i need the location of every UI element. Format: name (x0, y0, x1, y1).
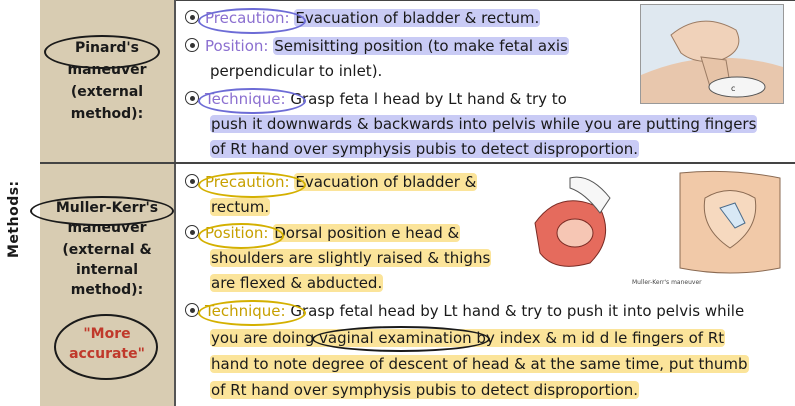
pinard-name-line: Pinard's (74, 40, 140, 56)
position-text: Semisitting position (to make fetal axis (274, 37, 568, 55)
muller-name-line: (external & (62, 242, 152, 258)
position-text: Dorsal position e head & (274, 224, 460, 242)
pinard-figure (640, 4, 784, 104)
bullet-icon (185, 174, 199, 188)
hand-drawn-oval (312, 326, 490, 352)
pinard-position-cont: perpendicular to inlet). (210, 62, 383, 80)
position-label: Position: (205, 224, 269, 242)
bullet-icon (185, 225, 199, 239)
note-line: accurate" (69, 346, 145, 362)
muller-technique-cont: hand to note degree of descent of head & at the same time, put thumb (211, 355, 748, 373)
pinard-technique-cont: push it downwards & backwards into pelvis while you are putting fingers (211, 115, 757, 133)
position-label: Position: (205, 37, 269, 55)
muller-name-line: maneuver (67, 220, 147, 236)
pinard-name-cell (40, 0, 176, 164)
blue-oval (198, 88, 306, 114)
muller-position-cont: shoulders are slightly raised & thighs (211, 249, 491, 267)
pinard-technique-cont: of Rt hand over symphysis pubis to detect disproportion. (211, 140, 639, 158)
figure-caption: Muller-Kerr's maneuver (632, 279, 702, 286)
pinard-position (185, 36, 569, 56)
yellow-oval (198, 172, 306, 198)
muller-figure (530, 168, 785, 288)
yellow-oval (198, 223, 284, 249)
svg-text:c: c (731, 84, 736, 93)
muller-position-cont: are flexed & abducted. (211, 274, 383, 292)
bullet-icon (185, 10, 199, 24)
bullet-icon (185, 38, 199, 52)
pinard-name-line: method): (70, 106, 144, 122)
yellow-oval (198, 300, 306, 326)
note-line: "More (83, 326, 131, 342)
blue-oval (198, 8, 306, 34)
muller-name-line: internal (75, 262, 139, 278)
row-divider (174, 162, 795, 164)
technique-text: Grasp fetal head by Lt hand & try to push it into pelvis while (290, 302, 745, 320)
pinard-name-line: maneuver (67, 62, 147, 78)
pinard-name-line: (external (70, 84, 144, 100)
muller-name-line: Muller-Kerr's (55, 200, 159, 216)
muller-name-cell (40, 164, 176, 406)
methods-label: Methods: (6, 180, 22, 258)
pinard-illustration (641, 5, 783, 103)
precaution-label: Precaution: (205, 173, 290, 191)
muller-technique-cont: of Rt hand over symphysis pubis to detect disproportion. (211, 381, 639, 399)
precaution-text: Evacuation of bladder & rectum. (295, 9, 540, 27)
bullet-icon (185, 303, 199, 317)
technique-label: Technique: (205, 90, 286, 108)
technique-text: Grasp feta l head by Lt hand & try to (290, 90, 567, 108)
muller-technique-cont: you are doing vaginal examination by index & m id d le fingers of Rt (211, 329, 725, 347)
precaution-label: Precaution: (205, 9, 290, 27)
technique-label: Technique: (205, 302, 286, 320)
bullet-icon (185, 91, 199, 105)
muller-precaution-cont: rectum. (211, 198, 270, 216)
muller-illustration (530, 168, 785, 288)
methods-column (0, 0, 41, 406)
precaution-text: Evacuation of bladder & (295, 173, 477, 191)
muller-name-line: method): (70, 282, 144, 298)
